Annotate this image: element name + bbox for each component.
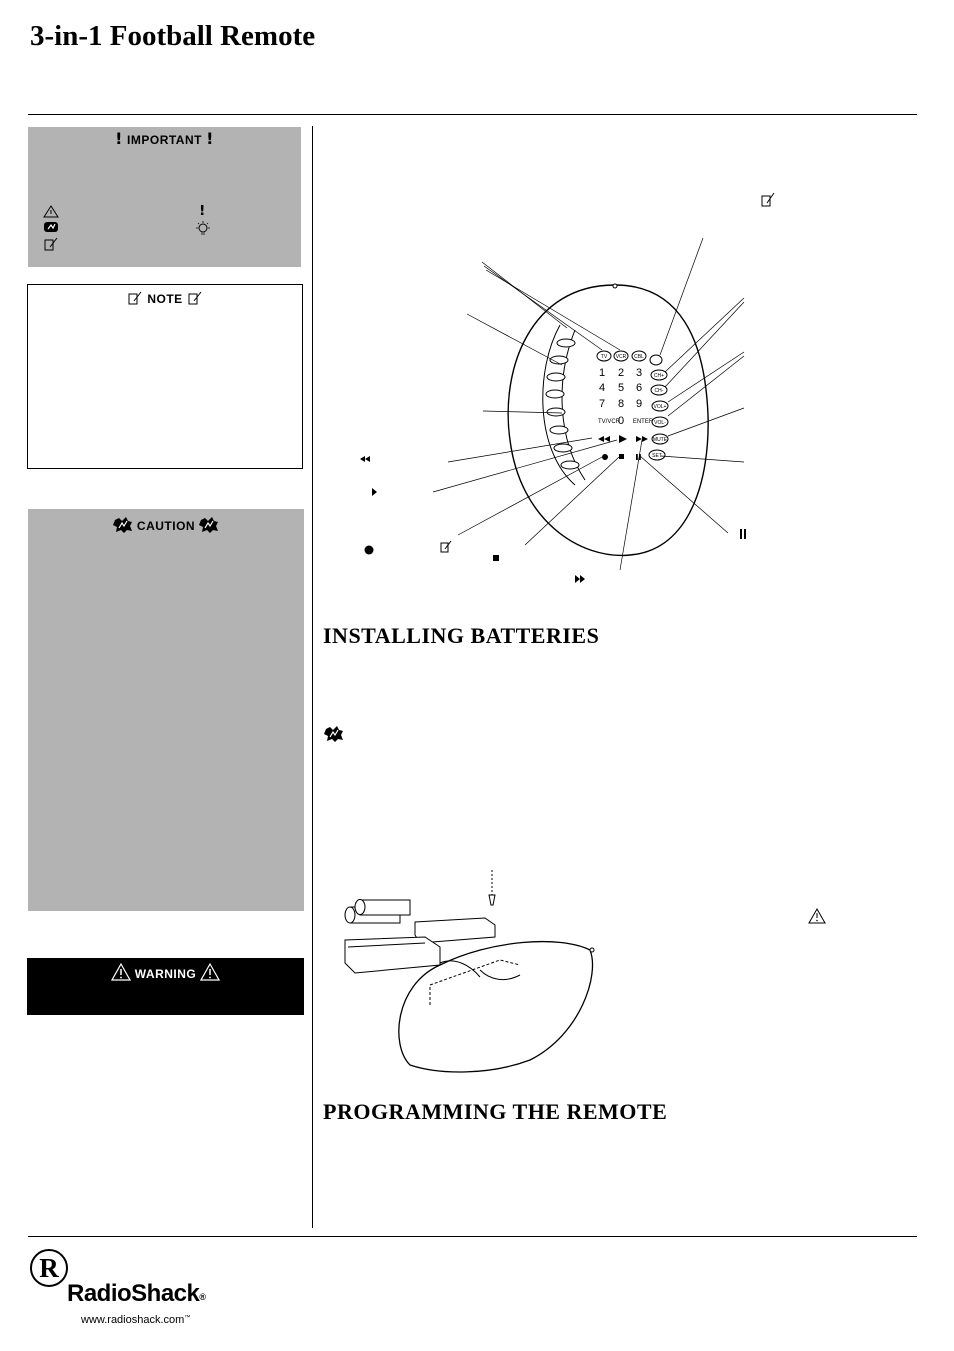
digit-0: 0: [617, 415, 625, 427]
record-icon: [602, 454, 608, 460]
batteries: [345, 900, 410, 924]
note-pencil-icon: [45, 238, 57, 250]
website-url[interactable]: www.radioshack.com™: [81, 1314, 191, 1326]
exclamation-legend-icon: [199, 205, 205, 219]
digit-7: 7: [598, 398, 606, 410]
digit-9: 9: [635, 398, 643, 410]
note-pencil-icon: [760, 192, 776, 208]
caution-heading: CAUTION: [28, 517, 304, 533]
column-divider: [312, 126, 313, 1228]
fast-forward-legend-icon: [575, 575, 585, 583]
warning-box: [27, 958, 304, 1015]
important-heading: ! IMPORTANT !: [115, 129, 214, 148]
mode-buttons: [597, 351, 662, 365]
screw: [489, 870, 495, 905]
vcr-button-label: VCR: [615, 354, 627, 360]
note-pencil-icon: [187, 291, 203, 305]
tv-vcr-label: TV/VCR: [598, 419, 621, 425]
side-button-label: SET: [652, 453, 662, 459]
symbol-legend: [43, 205, 223, 255]
side-buttons: [649, 370, 668, 460]
side-button-label: CH-: [654, 388, 664, 394]
side-button-label: VOL-: [654, 420, 666, 426]
caution-splat-icon: [44, 222, 58, 232]
rewind-icon: [598, 436, 610, 442]
digit-1: 1: [598, 367, 606, 379]
caution-box: [28, 509, 304, 911]
note-box: [27, 284, 303, 469]
remote-diagram: [330, 230, 770, 590]
important-box: [28, 127, 301, 267]
svg-text:!: !: [199, 205, 206, 219]
caution-splat-icon: [199, 517, 219, 533]
digit-4: 4: [598, 382, 606, 394]
digit-3: 3: [635, 367, 643, 379]
cbl-button-label: CBL: [634, 354, 644, 360]
keypad-digits: [599, 367, 642, 427]
enter-label: ENTER: [632, 419, 654, 425]
play-legend-icon: [372, 488, 377, 496]
digit-5: 5: [617, 382, 625, 394]
warning-triangle-icon: [111, 963, 131, 981]
stop-legend-icon: [493, 555, 499, 561]
play-icon: [619, 435, 627, 443]
side-button-label: CH+: [653, 373, 665, 379]
battery-holder: [345, 937, 440, 973]
warning-heading: WARNING: [27, 963, 304, 981]
warning-triangle-icon: [808, 908, 826, 924]
note-pencil-icon: [127, 291, 143, 305]
digit-6: 6: [635, 382, 643, 394]
exclamation-icon: !: [115, 129, 123, 148]
caution-splat-icon: [113, 517, 133, 533]
tv-button-label: TV: [600, 354, 608, 360]
battery-diagram: [330, 865, 610, 1075]
digit-8: 8: [617, 398, 625, 410]
programming-heading: PROGRAMMING THE REMOTE: [323, 1099, 668, 1124]
note-heading: NOTE: [28, 291, 302, 306]
page-title: 3-in-1 Football Remote: [30, 20, 316, 52]
note-pencil-icon: [441, 541, 451, 552]
digit-2: 2: [617, 367, 625, 379]
warning-triangle-icon: [200, 963, 220, 981]
installing-batteries-heading: INSTALLING BATTERIES: [323, 623, 600, 648]
power-button: [650, 355, 662, 365]
radioshack-r-logo: R: [30, 1249, 68, 1287]
top-rule: [28, 114, 917, 115]
caution-splat-icon: [324, 726, 344, 742]
lightbulb-tip-icon: [196, 221, 210, 234]
warning-triangle-icon: [44, 206, 58, 217]
side-button-label: VOL+: [653, 404, 667, 410]
rewind-legend-icon: [360, 456, 370, 462]
stop-icon: [619, 454, 624, 459]
radioshack-logo: RadioShack®: [67, 1280, 206, 1307]
record-legend-icon: [365, 546, 374, 555]
exclamation-icon: !: [206, 129, 214, 148]
pause-icon: [636, 454, 638, 460]
pause-legend-icon: [740, 529, 742, 539]
bottom-rule: [28, 1236, 917, 1237]
side-button-label: MUTE: [652, 437, 668, 443]
